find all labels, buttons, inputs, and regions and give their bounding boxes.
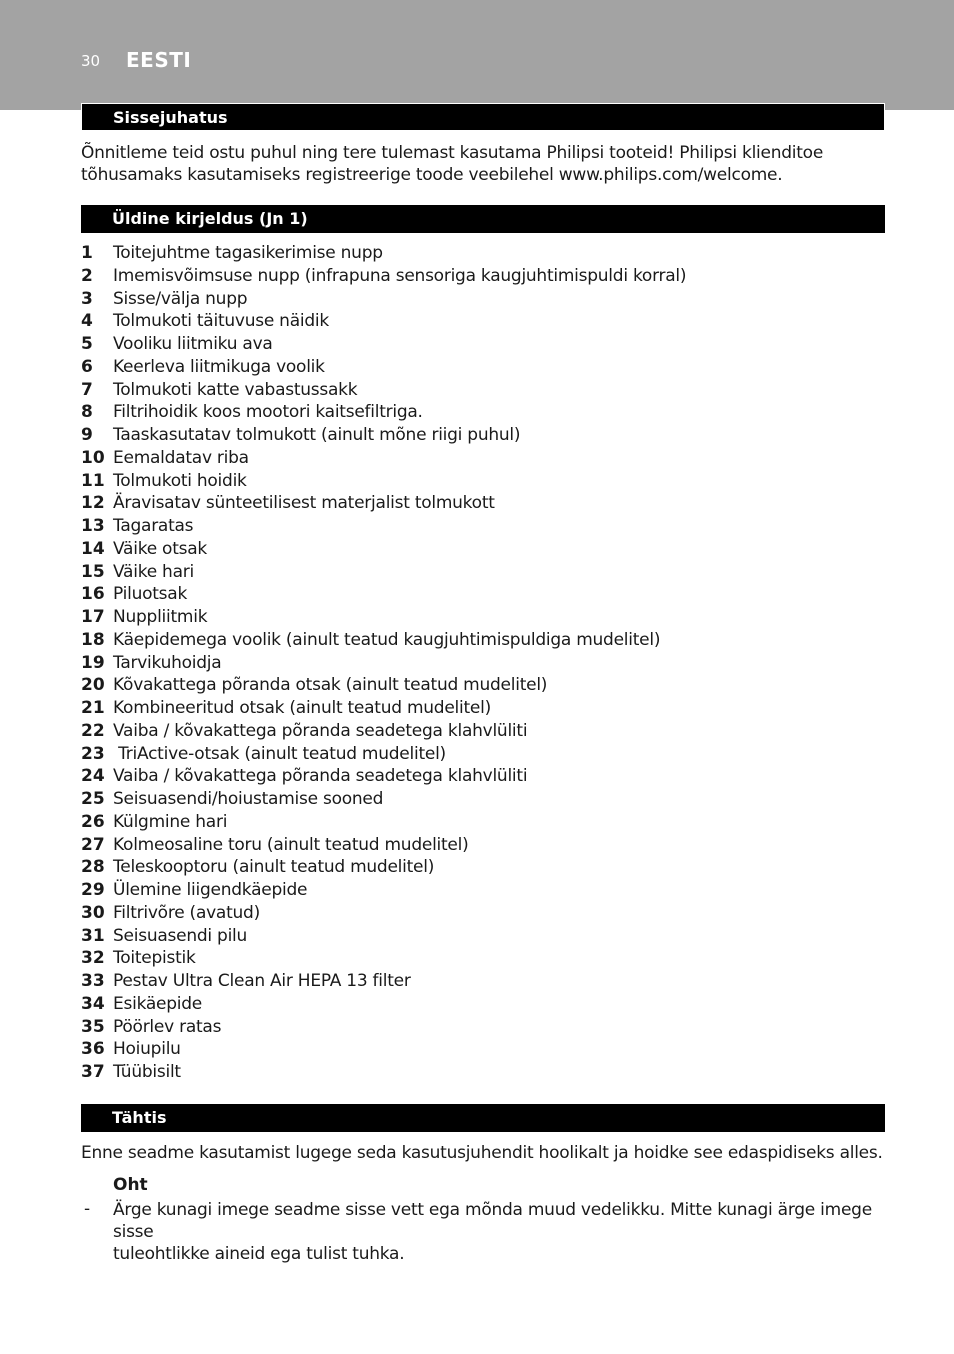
list-item (81, 561, 891, 584)
item-number: 17 (81, 607, 105, 627)
item-number: 27 (81, 834, 105, 855)
item-text: Väike otsak (113, 538, 207, 559)
item-text: Taaskasutatav tolmukott (ainult mõne riigi puhul) (113, 425, 521, 445)
item-text: Tolmukoti katte vabastussakk (113, 379, 358, 400)
section-header-intro (81, 103, 885, 131)
list-item (81, 515, 891, 538)
list-item (81, 1038, 891, 1061)
list-item (81, 652, 891, 675)
item-text: Äravisatav sünteetilisest materjalist tolmukott (113, 493, 495, 514)
intro-line: Õnnitleme teid ostu puhul ning tere tulemast kasutama Philipsi tooteid! Philipsi klienditoe (81, 143, 824, 163)
item-text: Väike hari (113, 561, 194, 582)
list-item (81, 447, 891, 470)
list-item (81, 720, 891, 743)
parts-list (81, 242, 891, 1084)
item-text: Eemaldatav riba (113, 447, 249, 468)
item-number: 23 (81, 743, 105, 764)
item-text: TriActive-otsak (ainult teatud mudelitel) (113, 743, 446, 764)
list-item (81, 856, 891, 879)
item-text: Vaiba / kõvakattega põranda seadetega klahvlüliti (113, 766, 528, 787)
section-header-description (81, 205, 885, 233)
important-paragraph: Enne seadme kasutamist lugege seda kasutusjuhendit hoolikalt ja hoidke see edaspidiseks alles. (81, 1143, 883, 1163)
list-item (81, 993, 891, 1016)
item-number: 29 (81, 880, 105, 900)
danger-bullet: - (84, 1199, 91, 1219)
list-item (81, 674, 891, 697)
item-text: Vooliku liitmiku ava (113, 334, 273, 354)
section-title: Üldine kirjeldus (Jn 1) (112, 209, 308, 228)
list-item (81, 333, 891, 356)
item-number: 9 (81, 425, 93, 445)
item-number: 19 (81, 652, 105, 673)
item-number: 18 (81, 629, 105, 650)
item-text: Külgmine hari (113, 811, 228, 832)
section-header-important (81, 1104, 885, 1132)
item-text: Keerleva liitmikuga voolik (113, 356, 325, 377)
item-text: Vaiba / kõvakattega põranda seadetega klahvlüliti (113, 720, 528, 741)
item-number: 24 (81, 766, 105, 787)
item-text: Seisuasendi/hoiustamise sooned (113, 789, 384, 809)
list-item (81, 811, 891, 834)
list-item (81, 606, 891, 629)
item-text: Kolmeosaline toru (ainult teatud mudelitel) (113, 834, 469, 855)
item-text: Sisse/välja nupp (113, 288, 248, 309)
item-number: 14 (81, 538, 105, 559)
list-item (81, 401, 891, 424)
danger-line: tuleohtlikke aineid ega tulist tuhka. (113, 1244, 405, 1264)
danger-title: Oht (113, 1175, 148, 1195)
item-number: 28 (81, 857, 105, 878)
item-number: 31 (81, 925, 105, 946)
intro-line: tõhusamaks kasutamiseks registreerige toode veebilehel www.philips.com/welcome. (81, 165, 783, 185)
item-text: Filtrivõre (avatud) (113, 902, 260, 923)
item-text: Pestav Ultra Clean Air HEPA 13 filter (113, 971, 411, 991)
item-text: Tüübisilt (113, 1062, 181, 1082)
page-number: 30 (81, 52, 101, 70)
danger-text (113, 1199, 889, 1265)
item-text: Pöörlev ratas (113, 1016, 222, 1037)
danger-line: Ärge kunagi imege seadme sisse vett ega mõnda muud vedelikku. Mitte kunagi ärge imege sisse (113, 1200, 872, 1242)
list-item (81, 902, 891, 925)
item-text: Filtrihoidik koos mootori kaitsefiltriga. (113, 402, 423, 423)
item-number: 37 (81, 1062, 105, 1082)
list-item (81, 788, 891, 811)
item-number: 12 (81, 493, 105, 514)
intro-paragraph (81, 142, 891, 186)
list-item (81, 492, 891, 515)
item-text: Toitepistik (113, 948, 196, 969)
item-text: Nuppliitmik (113, 607, 208, 627)
item-number: 33 (81, 971, 105, 991)
item-text: Imemisvõimsuse nupp (infrapuna sensoriga kaugjuhtimispuldi korral) (113, 265, 687, 286)
list-item (81, 310, 891, 333)
item-number: 30 (81, 902, 105, 923)
item-text: Tagaratas (113, 516, 194, 536)
list-item (81, 583, 891, 606)
item-number: 10 (81, 447, 105, 468)
list-item (81, 288, 891, 311)
item-text: Esikäepide (113, 993, 203, 1014)
item-number: 36 (81, 1039, 105, 1060)
list-item (81, 743, 891, 766)
list-item (81, 379, 891, 402)
item-number: 6 (81, 356, 93, 377)
language-label: EESTI (126, 48, 192, 72)
item-text: Teleskooptoru (ainult teatud mudelitel) (113, 857, 435, 878)
list-item (81, 1061, 891, 1084)
item-number: 22 (81, 720, 105, 741)
item-number: 16 (81, 584, 105, 605)
item-number: 2 (81, 265, 93, 286)
list-item (81, 538, 891, 561)
item-number: 20 (81, 675, 105, 696)
list-item (81, 765, 891, 788)
item-text: Tarvikuhoidja (113, 652, 222, 673)
item-number: 4 (81, 311, 93, 332)
item-number: 32 (81, 948, 105, 969)
list-item (81, 1016, 891, 1039)
list-item (81, 424, 891, 447)
list-item (81, 879, 891, 902)
item-text: Seisuasendi pilu (113, 925, 248, 946)
item-text: Hoiupilu (113, 1039, 181, 1060)
item-number: 26 (81, 811, 105, 832)
list-item (81, 970, 891, 993)
list-item (81, 242, 891, 265)
list-item (81, 470, 891, 493)
list-item (81, 697, 891, 720)
item-text: Kombineeritud otsak (ainult teatud mudelitel) (113, 698, 491, 718)
item-number: 5 (81, 334, 93, 354)
list-item (81, 925, 891, 948)
list-item (81, 947, 891, 970)
list-item (81, 629, 891, 652)
item-number: 34 (81, 993, 105, 1014)
item-number: 3 (81, 288, 93, 309)
section-title: Sissejuhatus (113, 108, 228, 127)
section-title: Tähtis (112, 1108, 167, 1127)
item-number: 35 (81, 1016, 105, 1037)
item-text: Toitejuhtme tagasikerimise nupp (113, 243, 383, 263)
list-item (81, 834, 891, 857)
item-number: 21 (81, 698, 105, 718)
list-item (81, 265, 891, 288)
item-number: 11 (81, 470, 105, 491)
item-number: 15 (81, 561, 105, 582)
item-text: Käepidemega voolik (ainult teatud kaugjuhtimispuldiga mudelitel) (113, 629, 661, 650)
item-text: Tolmukoti hoidik (113, 470, 247, 491)
item-number: 25 (81, 789, 105, 809)
item-text: Kõvakattega põranda otsak (ainult teatud mudelitel) (113, 675, 548, 696)
item-text: Piluotsak (113, 584, 188, 605)
item-number: 7 (81, 379, 93, 400)
item-number: 13 (81, 516, 105, 536)
list-item (81, 356, 891, 379)
item-number: 8 (81, 402, 93, 423)
item-text: Tolmukoti täituvuse näidik (113, 311, 329, 332)
item-number: 1 (81, 243, 93, 263)
item-text: Ülemine liigendkäepide (113, 880, 308, 900)
